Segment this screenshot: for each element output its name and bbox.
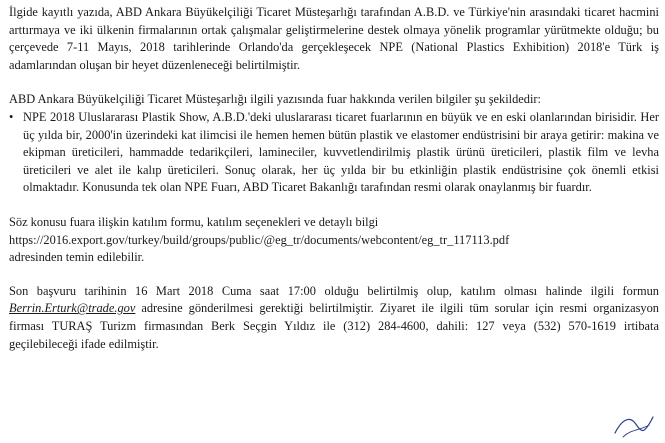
fair-info-list <box>9 109 659 197</box>
form-info-text: Söz konusu fuara ilişkin katılım formu, katılım seçenekleri ve detaylı bilgi <box>9 214 379 229</box>
form-url-link[interactable]: https://2016.export.gov/turkey/build/groups/public/@eg_tr/documents/webcontent/eg_tr_117113.pdf <box>9 232 510 247</box>
deadline-text: Son başvuru tarihinin 16 Mart 2018 Cuma saat 17:00 olduğu belirtilmiş olup, katılım olması halinde ilgili formun <box>9 283 659 298</box>
paragraph-deadline <box>9 283 659 353</box>
signature-icon <box>609 411 657 441</box>
bullet-text: NPE 2018 Uluslararası Plastik Show, A.B.D.'deki uluslararası ticaret fuarlarının en büyük ve en eski olanlarından birisidir. Her üç yılda bir, 2000'in üzerindeki kat ilimcisi ile hemen hemen bütün plastik ve elastomer endüstrisini bir araya getirir: makina ve ekipman üreticileri, hammadde tedarikçileri, lamineciler, kuvvetlendirilmiş plastik ürünü üreticileri, plastik film ve levha üreticileri ve alet ile kalıp üreticileri. Sonuç olarak, her üç yılda bir bu etkinliğin plastik endüstrisine çok önemli etkisi olmaktadır. Konusunda tek olan NPE Fuarı, ABD Ticaret Bakanlığı tarafından resmi olarak onaylanmış bir fuardır. <box>23 109 659 195</box>
list-item <box>9 109 659 197</box>
paragraph-form-info <box>9 214 659 267</box>
bullet-icon: • <box>9 109 14 124</box>
paragraph-info-lead: ABD Ankara Büyükelçiliği Ticaret Müsteşarlığı ilgili yazısında fuar hakkında verilen bilgiler şu şekildedir: <box>9 92 542 107</box>
paragraph-intro: İlgide kayıtlı yazıda, ABD Ankara Büyükelçiliği Ticaret Müsteşarlığı tarafından A.B.D. ve Türkiye'nin arasındaki ticaret hacmini arttırmaya ve iki ülkenin firmalarının ortak çalışmalar geliştirmelerine destek olmaya yönelik programlar yürütmekte olduğu; bu çerçevede 7-11 Mayıs, 2018 tarihlerinde Orlando'da gerçekleşecek NPE (National Plastics Exhibition) 2018'e Türk iş adamlarından oluşan bir heyet düzenleneceği belirtilmiştir. <box>9 5 659 72</box>
deadline-text-end: adresine gönderilmesi gerektiği belirtilmiştir. Ziyaret ile ilgili tüm sorular için resmi organizasyon firması TURAŞ Turizm firmasından Berk Seçgin Yıldız ile (312) 284-4600, dahili: 127 veya (532) 570-1619 irtibata geçilebileceği ifade edilmiştir. <box>9 301 659 351</box>
email-link[interactable]: Berrin.Erturk@trade.gov <box>9 301 136 316</box>
form-info-end: adresinden temin edilebilir. <box>9 250 145 265</box>
